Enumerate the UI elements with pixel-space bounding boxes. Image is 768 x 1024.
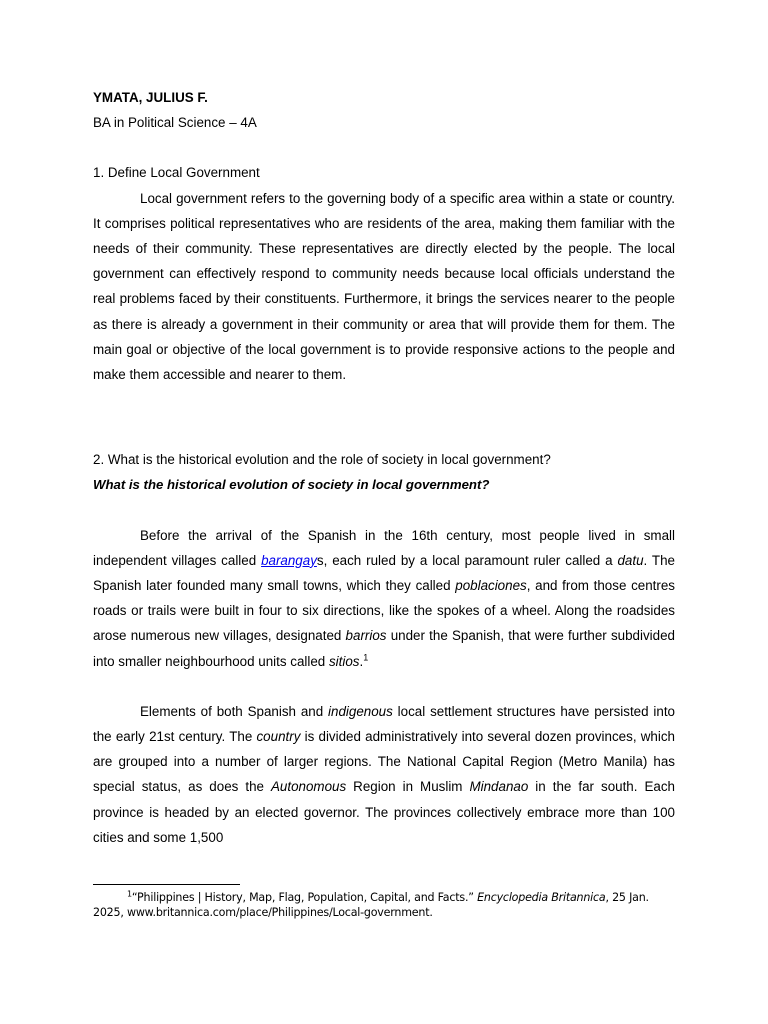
para2-text-4: , and from those centres roads or trails were built in four to six directions, like the spokes of a wheel. Along the roadsides arose numerous new villages, designated	[93, 578, 675, 644]
para2-italic-poblaciones: poblaciones	[455, 578, 527, 594]
para2-text-3: . The Spanish later founded many small towns, which they called	[93, 552, 675, 594]
para3-text-3: is divided administratively into several dozen provinces, which are grouped into a number of larger regions. The National Capital Region (Metro Manila) has special status, as does the	[93, 729, 675, 795]
spacer-between-paragraphs	[93, 674, 675, 699]
author-program: BA in Political Science – 4A	[93, 115, 257, 131]
para3-text-4: Region in Muslim	[346, 779, 470, 795]
para2-text-2: s, each ruled by a local paramount ruler called a	[316, 552, 618, 568]
para2-text-5: under the Spanish, that were further subdivided into smaller neighbourhood units called	[93, 628, 675, 669]
spacer-after-subheading	[93, 498, 675, 523]
footnote-entry	[93, 890, 675, 920]
para3-italic-indigenous: indigenous	[328, 703, 393, 719]
para2-italic-barrios: barrios	[345, 628, 387, 644]
para3-text-5: in the far south. Each province is headed by an elected governor. The provinces collectively embrace more than 100 cities and some 1,500	[93, 779, 676, 845]
footnote-number: 1	[127, 889, 132, 899]
history-paragraph-barangay	[93, 523, 675, 674]
question-1-heading: 1. Define Local Government	[93, 165, 260, 181]
footnote-text-2: , 25 Jan. 2025, www.britannica.com/place/Philippines/Local-government.	[93, 891, 649, 920]
para2-italic-sitios: sitios	[328, 653, 360, 669]
question-2-subheading: What is the historical evolution of society in local government?	[93, 477, 490, 493]
spacer-after-header	[93, 135, 675, 160]
footnote-separator-rule	[93, 884, 240, 885]
para3-italic-mindanao: Mindanao	[469, 779, 529, 795]
question-2-heading: 2. What is the historical evolution and the role of society in local government?	[93, 452, 551, 468]
spacer-between-sections	[93, 387, 675, 447]
para3-text-2: local settlement structures have persisted into the early 21st century. The	[93, 703, 675, 745]
para2-text-1: Before the arrival of the Spanish in the 16th century, most people lived in small independent villages called	[93, 527, 675, 568]
barangay-link[interactable]: barangay	[261, 552, 317, 568]
para2-text-6: .	[359, 653, 364, 669]
footnote-area	[93, 884, 675, 920]
footnote-reference-marker[interactable]: 1	[363, 652, 369, 663]
footnote-source-title: Encyclopedia Britannica	[477, 891, 606, 904]
para3-italic-country: country	[256, 729, 301, 745]
history-paragraph-provinces	[93, 699, 675, 850]
footnote-text-1: “Philippines | History, Map, Flag, Population, Capital, and Facts.”	[131, 891, 478, 904]
para3-italic-autonomous: Autonomous	[270, 779, 347, 795]
para2-italic-datu: datu	[617, 552, 644, 568]
question-1-answer-paragraph: Local government refers to the governing body of a specific area within a state or country. It comprises political representatives who are residents of the area, making them familiar with the needs of their community. These representatives are directly elected by the people. The local government can effectively respond to community needs because local officials understand the real problems faced by their constituents. Furthermore, it brings the services nearer to the people as there is already a government in their community or area that will provide them for them. The main goal or objective of the local government is to provide responsive actions to the people and make them accessible and nearer to them.	[93, 190, 675, 383]
document-body	[93, 85, 675, 850]
para3-text-1: Elements of both Spanish and	[140, 703, 329, 719]
author-name: YMATA, JULIUS F.	[93, 90, 208, 105]
